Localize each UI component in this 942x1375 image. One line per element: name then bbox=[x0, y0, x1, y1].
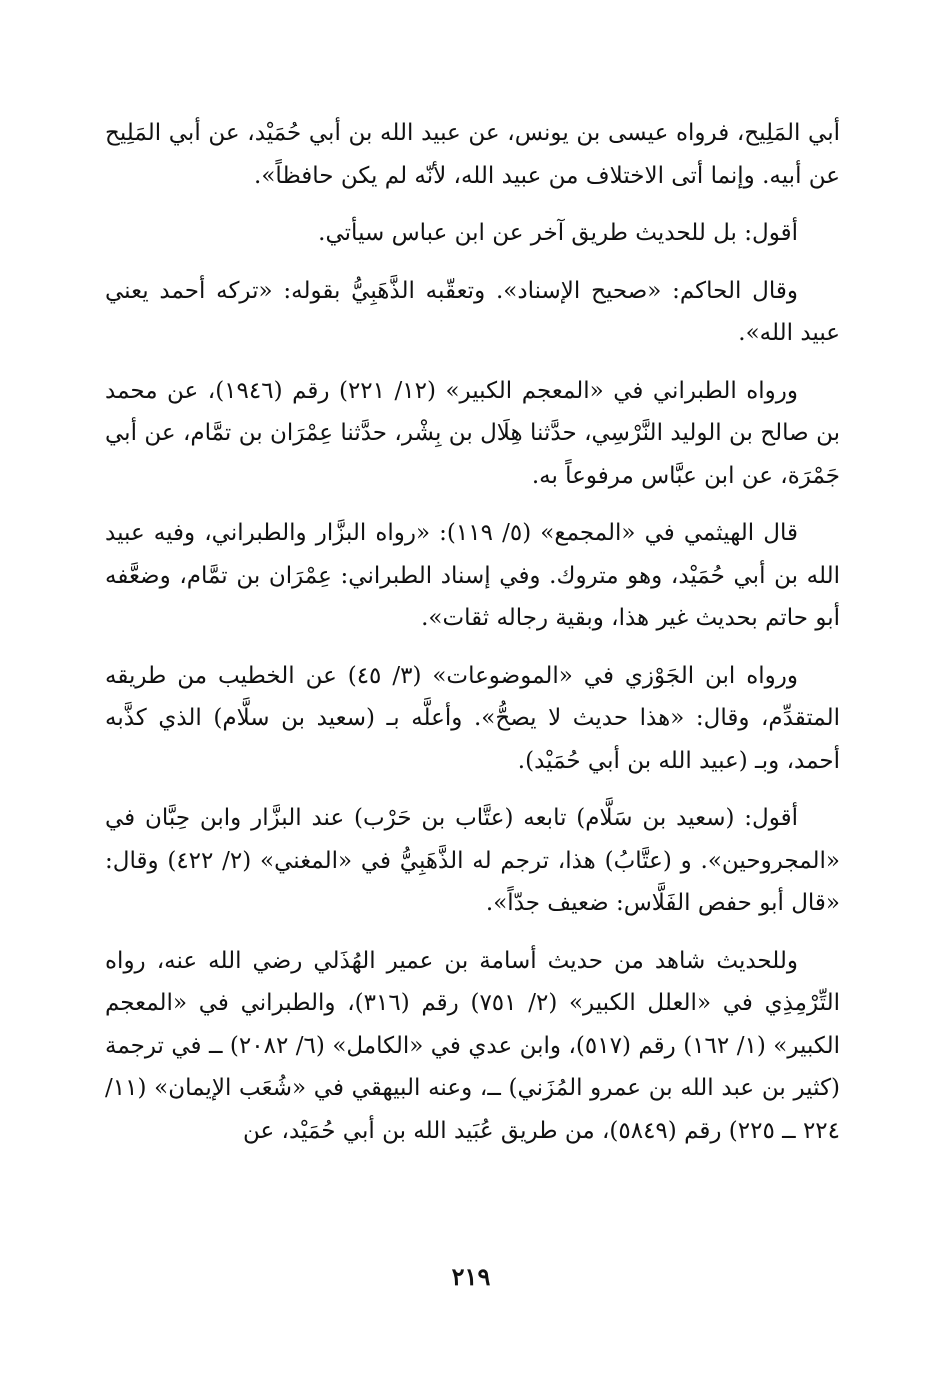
paragraph-continuation: أبي المَلِيح، فرواه عيسى بن يونس، عن عبيد الله بن أبي حُمَيْد، عن أبي المَلِيح عن أبيه. وإنما أتى الاختلاف من عبيد الله، لأنّه لم يكن حافظاً». bbox=[105, 120, 840, 189]
paragraph-haythami: قال الهيثمي في «المجمع» (٥/ ١١٩): «رواه البزَّار والطبراني، وفيه عبيد الله بن أبي حُمَيْد، وهو متروك. وفي إسناد الطبراني: عِمْرَان بن تمَّام، وضعَّفه أبو حاتم بحديث غير هذا، وبقية رجاله ثقات». bbox=[105, 520, 840, 631]
paragraph-shahid: وللحديث شاهد من حديث أسامة بن عمير الهُذَلي رضي الله عنه، رواه التِّرْمِذِي في «العلل الكبير» (٢/ ٧٥١) رقم (٣١٦)، والطبراني في «المعجم الكبير» (١/ ١٦٢) رقم (٥١٧)، وابن عدي في «الكامل» (٦/ ٢٠٨٢) ــ في ترجمة (كثير بن عبد الله بن عمرو المُزَني) ــ، وعنه البيهقي في «شُعَب الإيمان» (١١/ ٢٢٤ ــ ٢٢٥) رقم (٥٨٤٩)، من طريق عُبَيد الله بن أبي حُمَيْد، عن bbox=[105, 947, 840, 1144]
page-number: ٢١٩ bbox=[451, 1262, 491, 1291]
paragraph-aqulu-2: أقول: (سعيد بن سَلَّام) تابعه (عتَّاب بن حَرْب) عند البزَّار وابن حِبَّان في «المجروحين». و (عتَّابُ) هذا، ترجم له الذَّهَبِيُّ في «المغني» (٢/ ٤٢٢) وقال: «قال أبو حفص الفَلَّاس: ضعيف جدّاً». bbox=[105, 805, 840, 916]
paragraph-hakim: وقال الحاكم: «صحيح الإسناد». وتعقّبه الذَّهَبِيُّ بقوله: «تركه أحمد يعني عبيد الله». bbox=[105, 277, 840, 346]
document-body bbox=[105, 112, 840, 1167]
paragraph-aqulu-1: أقول: بل للحديث طريق آخر عن ابن عباس سيأتي. bbox=[318, 220, 798, 246]
paragraph-ibn-jawzi: ورواه ابن الجَوْزي في «الموضوعات» (٣/ ٤٥) عن الخطيب من طريقه المتقدِّم، وقال: «هذا حديث لا يصحُّ». وأعلَّه بـ (سعيد بن سلَّام) الذي كذَّبه أحمد، وبـ (عبيد الله بن أبي حُمَيْد). bbox=[105, 662, 840, 774]
paragraph-tabarani: ورواه الطبراني في «المعجم الكبير» (١٢/ ٢٢١) رقم (١٩٤٦)، عن محمد بن صالح بن الوليد النَّرْسِي، حدَّثنا هِلَال بن بِشْر، حدَّثنا عِمْرَان بن تمَّام، عن أبي جَمْرَة، عن ابن عبَّاس مرفوعاً به. bbox=[105, 377, 840, 489]
